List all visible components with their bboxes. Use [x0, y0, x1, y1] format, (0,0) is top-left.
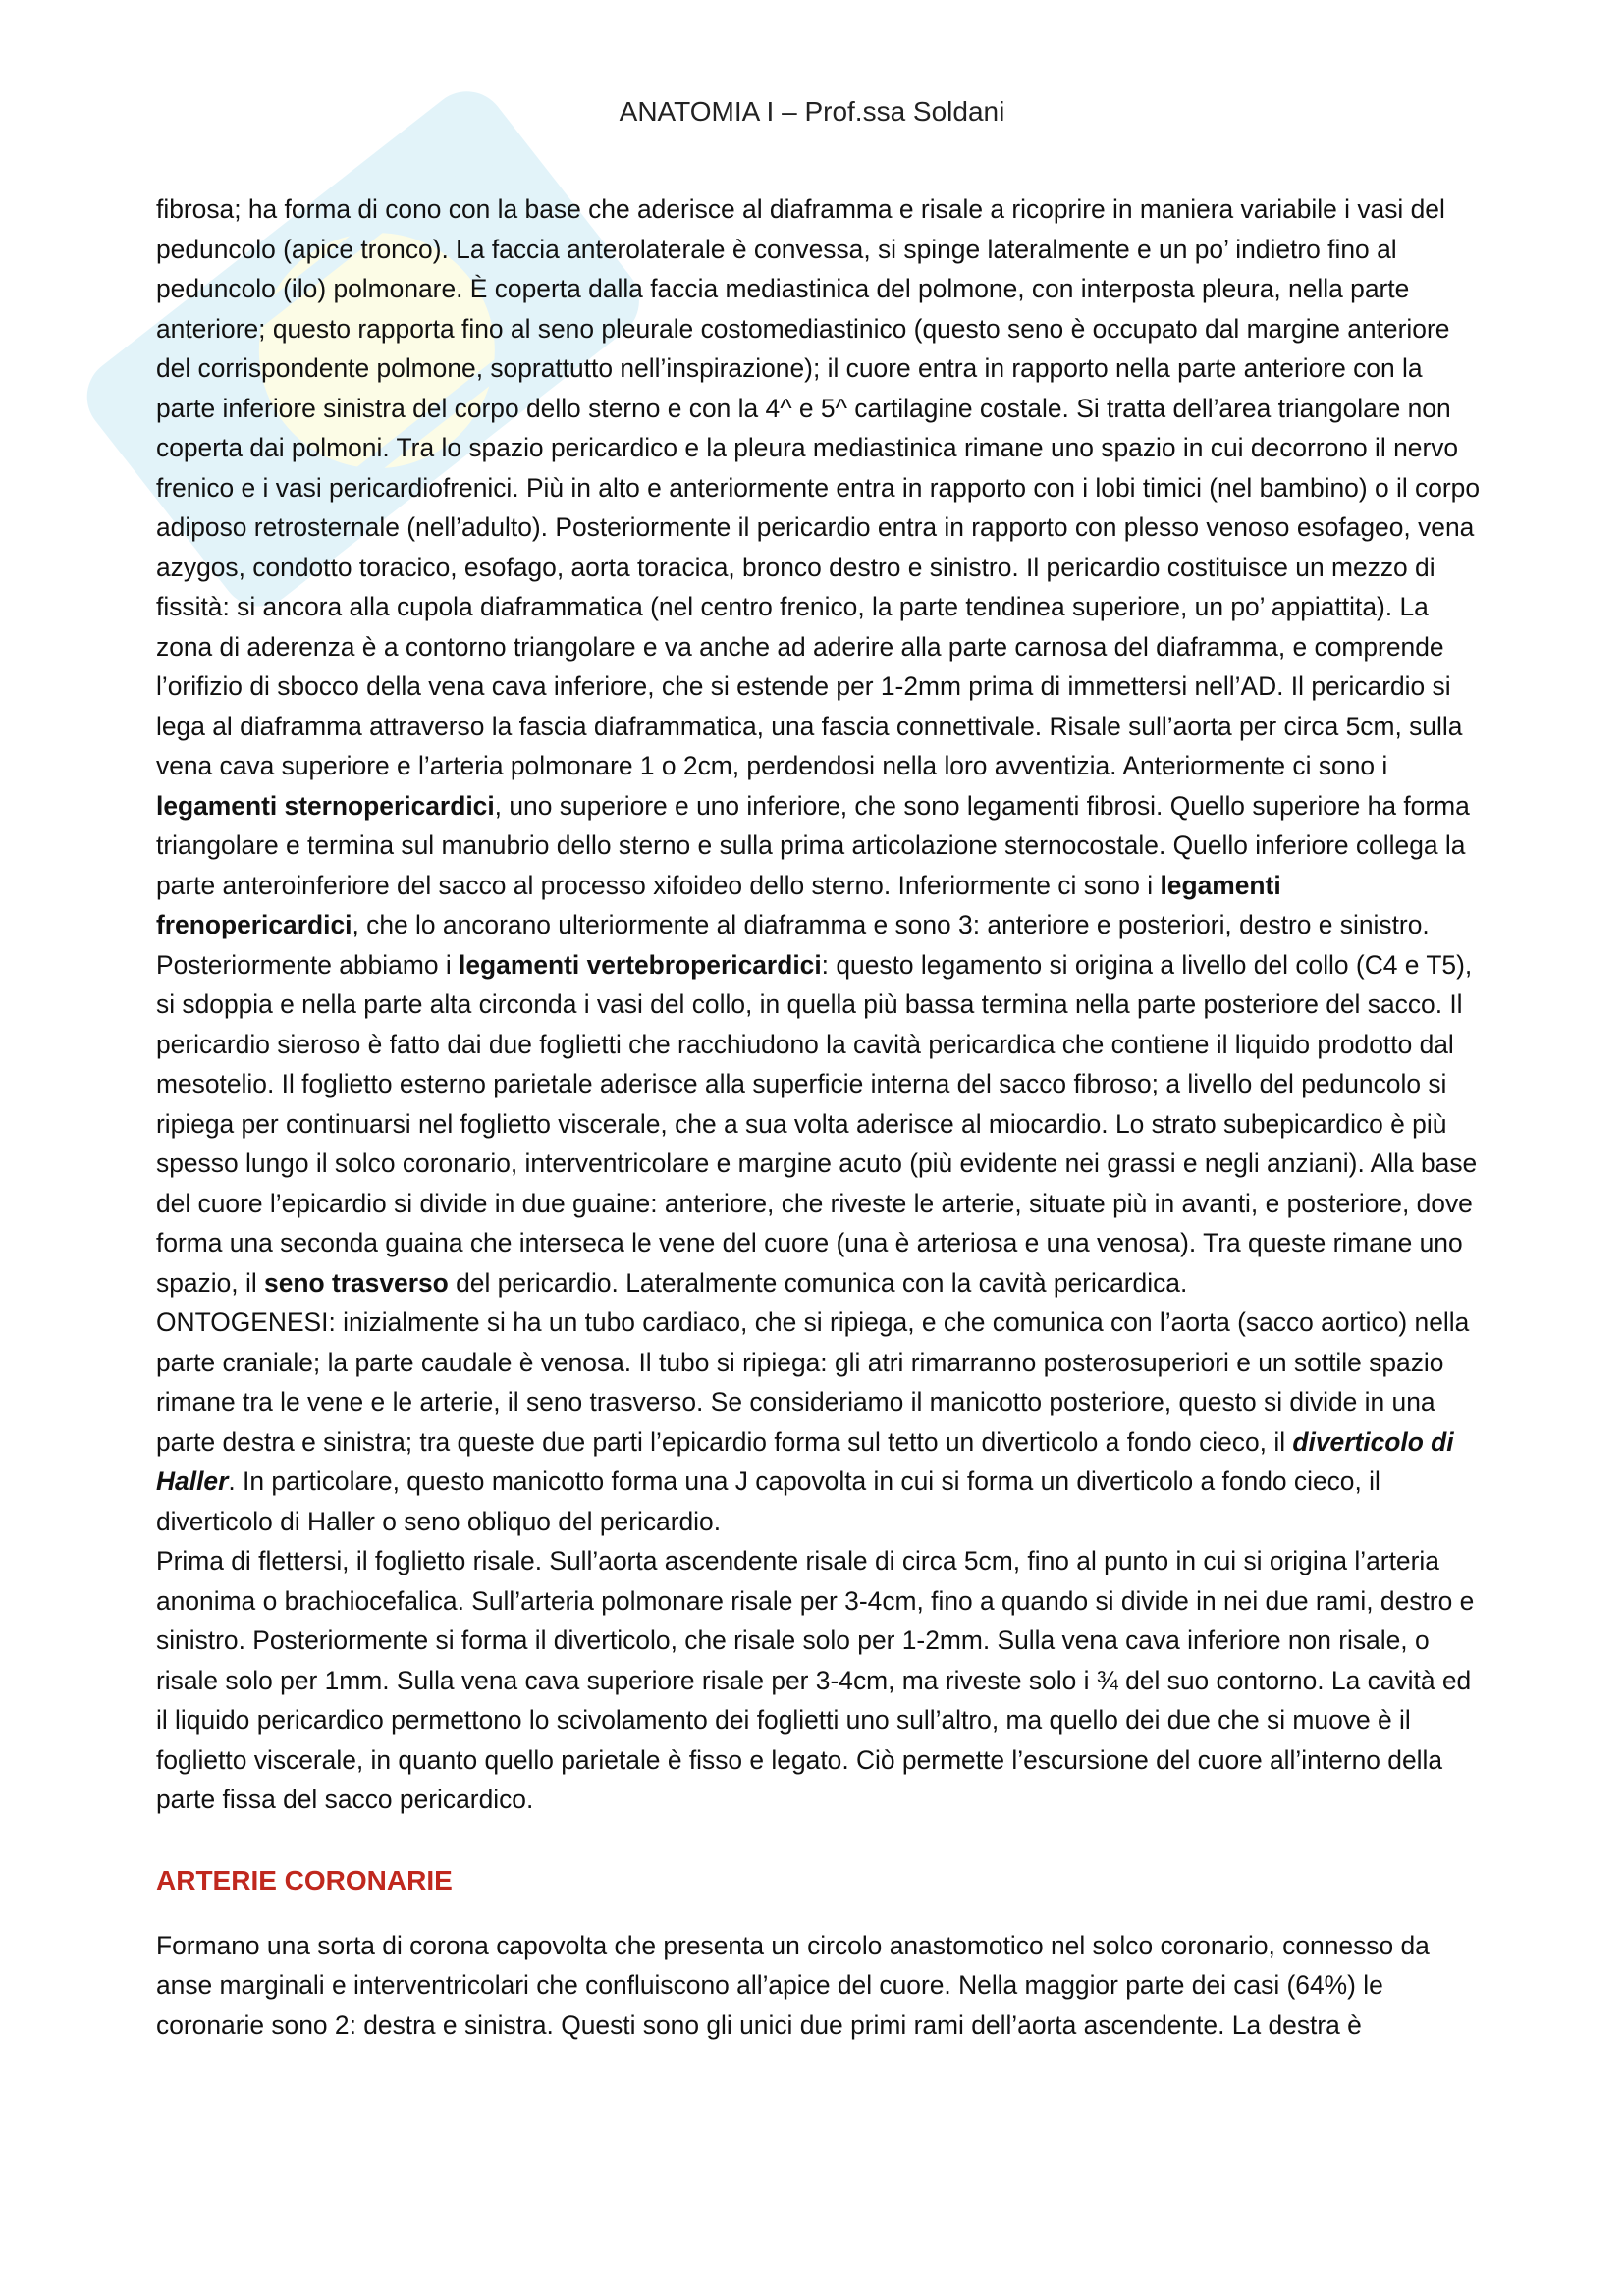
paragraph-pericardium: [156, 189, 1486, 1303]
text-run: , uno superiore e uno inferiore, che sono legamenti fibrosi. Quello superiore ha forma triangolare e termina sul manubrio dello sterno e sulla prima articolazione sternocostale. Quello inferiore collega la parte anteroinferiore del sacco al processo xifoideo dello sterno. Inferiormente ci sono i: [156, 790, 1470, 900]
paragraph-coronarie: [156, 1926, 1486, 2046]
text-run: , che lo ancorano ulteriormente al diaframma e sono 3: anteriore e posteriori, destro e sinistro. Posteriormente abbiamo i: [156, 910, 1430, 980]
text-run: : questo legamento si origina a livello del collo (C4 e T5), si sdoppia e nella parte alta circonda i vasi del collo, in quella più bassa termina nella parte posteriore del sacco. Il pericardio sieroso è fatto dai due foglietti che racchiudono la cavità pericardica che contiene il liquido prodotto dal mesotelio. Il foglietto esterno parietale aderisce alla superficie interna del sacco fibroso; a livello del peduncolo si ripiega per continuarsi nel foglietto viscerale, che a sua volta aderisce al miocardio. Lo strato subepicardico è più spesso lungo il solco coronario, interventricolare e margine acuto (più evidente nei grassi e negli anziani). Alla base del cuore l’epicardio si divide in due guaine: anteriore, che riveste le arterie, situate più in avanti, e posteriore, dove forma una seconda guaina che interseca le vene del cuore (una è arteriosa e una venosa). Tra queste rimane uno spazio, il: [156, 949, 1478, 1298]
text-run: . In particolare, questo manicotto forma una J capovolta in cui si forma un diverticolo a fondo cieco, il diverticolo di Haller o seno obliquo del pericardio.: [156, 1467, 1380, 1536]
paragraph-ontogenesis: [156, 1303, 1486, 1541]
bold-term: legamenti vertebropericardici: [459, 949, 822, 980]
bold-italic-term: diverticolo di Haller: [156, 1426, 1454, 1496]
bold-term: legamenti sternopericardici: [156, 790, 495, 821]
document-body: [156, 189, 1486, 2045]
text-run: ONTOGENESI: inizialmente si ha un tubo cardiaco, che si ripiega, e che comunica con l’aorta (sacco aortico) nella parte craniale; la parte caudale è venosa. Il tubo si ripiega: gli atri rimarranno posterosuperiori e un sottile spazio rimane tra le vene e le arterie, il seno trasverso. Se consideriamo il manicotto posteriore, questo si divide in una parte destra e sinistra; tra queste due parti l’epicardio forma sul tetto un diverticolo a fondo cieco, il: [156, 1308, 1470, 1457]
section-title-arterie-coronarie: ARTERIE CORONARIE: [156, 1864, 453, 1896]
bold-term: legamenti frenopericardici: [156, 870, 1281, 939]
text-run: Formano una sorta di corona capovolta che presenta un circolo anastomotico nel solco coronario, connesso da anse marginali e interventricolari che confluiscono all’apice del cuore. Nella maggior parte dei casi (64%) le coronarie sono 2: destra e sinistra. Questi sono gli unici due primi rami dell’aorta ascendente. La destra è: [156, 1930, 1430, 2040]
text-run: Prima di flettersi, il foglietto risale. Sull’aorta ascendente risale di circa 5cm, fino al punto in cui si origina l’arteria anonima o brachiocefalica. Sull’arteria polmonare risale per 3-4cm, fino a quando si divide in nei due rami, destro e sinistro. Posteriormente si forma il diverticolo, che risale solo per 1-2mm. Sulla vena cava inferiore non risale, o risale solo per 1mm. Sulla vena cava superiore risale per 3-4cm, ma riveste solo i ¾ del suo contorno. La cavità ed il liquido pericardico permettono lo scivolamento dei foglietti uno sull’altro, ma quello dei due che si muove è il foglietto viscerale, in quanto quello parietale è fisso e legato. Ciò permette l’escursione del cuore all’interno della parte fissa del sacco pericardico.: [156, 1546, 1475, 1814]
bold-term: seno trasverso: [264, 1267, 449, 1298]
page-header: ANATOMIA I – Prof.ssa Soldani: [619, 96, 1005, 127]
text-run: fibrosa; ha forma di cono con la base che aderisce al diaframma e risale a ricoprire in maniera variabile i vasi del peduncolo (apice tronco). La faccia anterolaterale è convessa, si spinge lateralmente e un po’ indietro fino al peduncolo (ilo) polmonare. È coperta dalla faccia mediastinica del polmone, con interposta pleura, nella parte anteriore; questo rapporta fino al seno pleurale costomediastinico (questo seno è occupato dal margine anteriore del corrispondente polmone, soprattutto nell’inspirazione); il cuore entra in rapporto nella parte anteriore con la parte inferiore sinistra del corpo dello sterno e con la 4^ e 5^ cartilagine costale. Si tratta dell’area triangolare non coperta dai polmoni. Tra lo spazio pericardico e la pleura mediastinica rimane uno spazio in cui decorrono il nervo frenico e i vasi pericardiofrenici. Più in alto e anteriormente entra in rapporto con i lobi timici (nel bambino) o il corpo adiposo retrosternale (nell’adulto). Posteriormente il pericardio entra in rapporto con plesso venoso esofageo, vena azygos, condotto toracico, esofago, aorta toracica, bronco destro e sinistro. Il pericardio costituisce un mezzo di fissità: si ancora alla cupola diaframmatica (nel centro frenico, la parte tendinea superiore, un po’ appiattita). La zona di aderenza è a contorno triangolare e va anche ad aderire alla parte carnosa del diaframma, e comprende l’orifizio di sbocco della vena cava inferiore, che si estende per 1-2mm prima di immettersi nell’AD. Il pericardio si lega al diaframma attraverso la fascia diaframmatica, una fascia connettivale. Risale sull’aorta per circa 5cm, sulla vena cava superiore e l’arteria polmonare 1 o 2cm, perdendosi nella loro avventizia. Anteriormente ci sono i: [156, 194, 1481, 780]
text-run: del pericardio. Lateralmente comunica con la cavità pericardica.: [448, 1267, 1188, 1298]
paragraph-foglietto: [156, 1541, 1486, 1820]
